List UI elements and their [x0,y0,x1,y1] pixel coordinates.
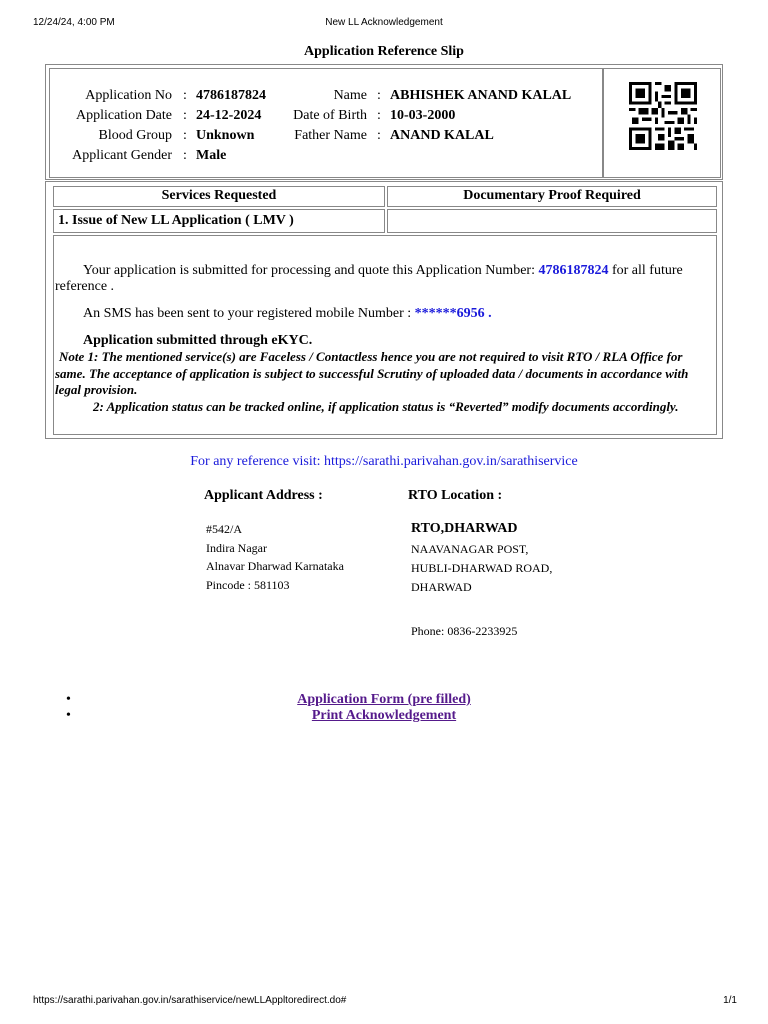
submission-text-end: for all future reference . [55,263,683,294]
name-label: Name [333,88,367,103]
application-number: 4786187824 [538,263,609,278]
applicant-address-heading: Applicant Address : [204,488,323,503]
blood-group-value: Unknown [196,128,255,143]
services-box [45,181,723,439]
dob-label: Date of Birth [293,108,367,123]
colon: : [183,128,187,143]
colon: : [377,108,381,123]
address-line-1: #542/A [206,522,242,536]
blood-group-label: Blood Group [98,128,172,143]
address-line-2: Indira Nagar [206,541,267,555]
note-1: Note 1: The mentioned service(s) are Faceless / Contactless hence you are not required to visit RTO / RLA Office for same. The acceptance of application is subject to successful Scrutiny of uploaded data / documents in accordance with legal provision. [55,349,689,397]
slip-title: Application Reference Slip [304,44,464,59]
documentary-proof-header: Documentary Proof Required [387,186,717,207]
print-acknowledgement-link[interactable]: Print Acknowledgement [311,708,457,723]
colon: : [183,108,187,123]
print-url: https://sarathi.parivahan.gov.in/sarathiservice/newLLAppltoredirect.do# [33,995,347,1006]
print-page-count: 1/1 [723,995,737,1006]
list-item [0,708,768,724]
masked-mobile-number: ******6956 . [414,306,492,321]
print-page-title: New LL Acknowledgement [325,17,443,28]
bullet-icon: • [66,708,71,723]
address-line-3: Alnavar Dharwad Karnataka [206,559,344,573]
submission-text: Your application is submitted for processing and quote this Application Number: [83,263,535,278]
qr-code-icon [628,82,698,150]
rto-line-3: DHARWAD [411,580,472,594]
gender-value: Male [196,148,227,163]
message-cell [53,235,717,435]
gender-label: Applicant Gender [72,148,172,163]
dob-value: 10-03-2000 [390,108,456,123]
name-value: ABHISHEK ANAND KALAL [390,88,572,103]
print-datetime: 12/24/24, 4:00 PM [33,17,115,28]
sms-message [83,306,749,322]
address-pincode: Pincode : 581103 [206,578,290,592]
app-no-value: 4786187824 [196,88,266,103]
proof-item [387,209,717,233]
rto-line-1: NAAVANAGAR POST, [411,542,529,556]
colon: : [183,88,187,103]
colon: : [183,148,187,163]
list-item [0,692,768,708]
rto-line-2: HUBLI-DHARWAD ROAD, [411,561,553,575]
app-no-label: Application No [85,88,172,103]
reference-link-text: For any reference visit: https://sarathi.parivahan.gov.in/sarathiservice [190,454,578,469]
action-links [0,692,768,724]
service-item: 1. Issue of New LL Application ( LMV ) [53,209,385,233]
app-date-label: Application Date [75,108,172,123]
colon: : [377,88,381,103]
note-2: 2: Application status can be tracked online, if application status is “Reverted” modify documents accordingly. [93,399,679,414]
rto-name: RTO,DHARWAD [411,521,518,536]
applicant-info-cell [49,68,603,178]
colon: : [377,128,381,143]
services-requested-header: Services Requested [53,186,385,207]
submission-message [55,263,721,295]
rto-phone: Phone: 0836-2233925 [411,624,518,638]
app-date-value: 24-12-2024 [196,108,262,123]
application-form-link[interactable]: Application Form (pre filled) [297,692,471,707]
sms-text: An SMS has been sent to your registered mobile Number : [83,306,412,321]
rto-location-heading: RTO Location : [408,488,503,503]
father-value: ANAND KALAL [390,128,494,143]
ekyc-message: Application submitted through eKYC. [83,333,313,348]
qr-code-cell [603,68,721,178]
applicant-details-box [45,64,723,180]
bullet-icon: • [66,692,71,707]
father-label: Father Name [294,128,367,143]
